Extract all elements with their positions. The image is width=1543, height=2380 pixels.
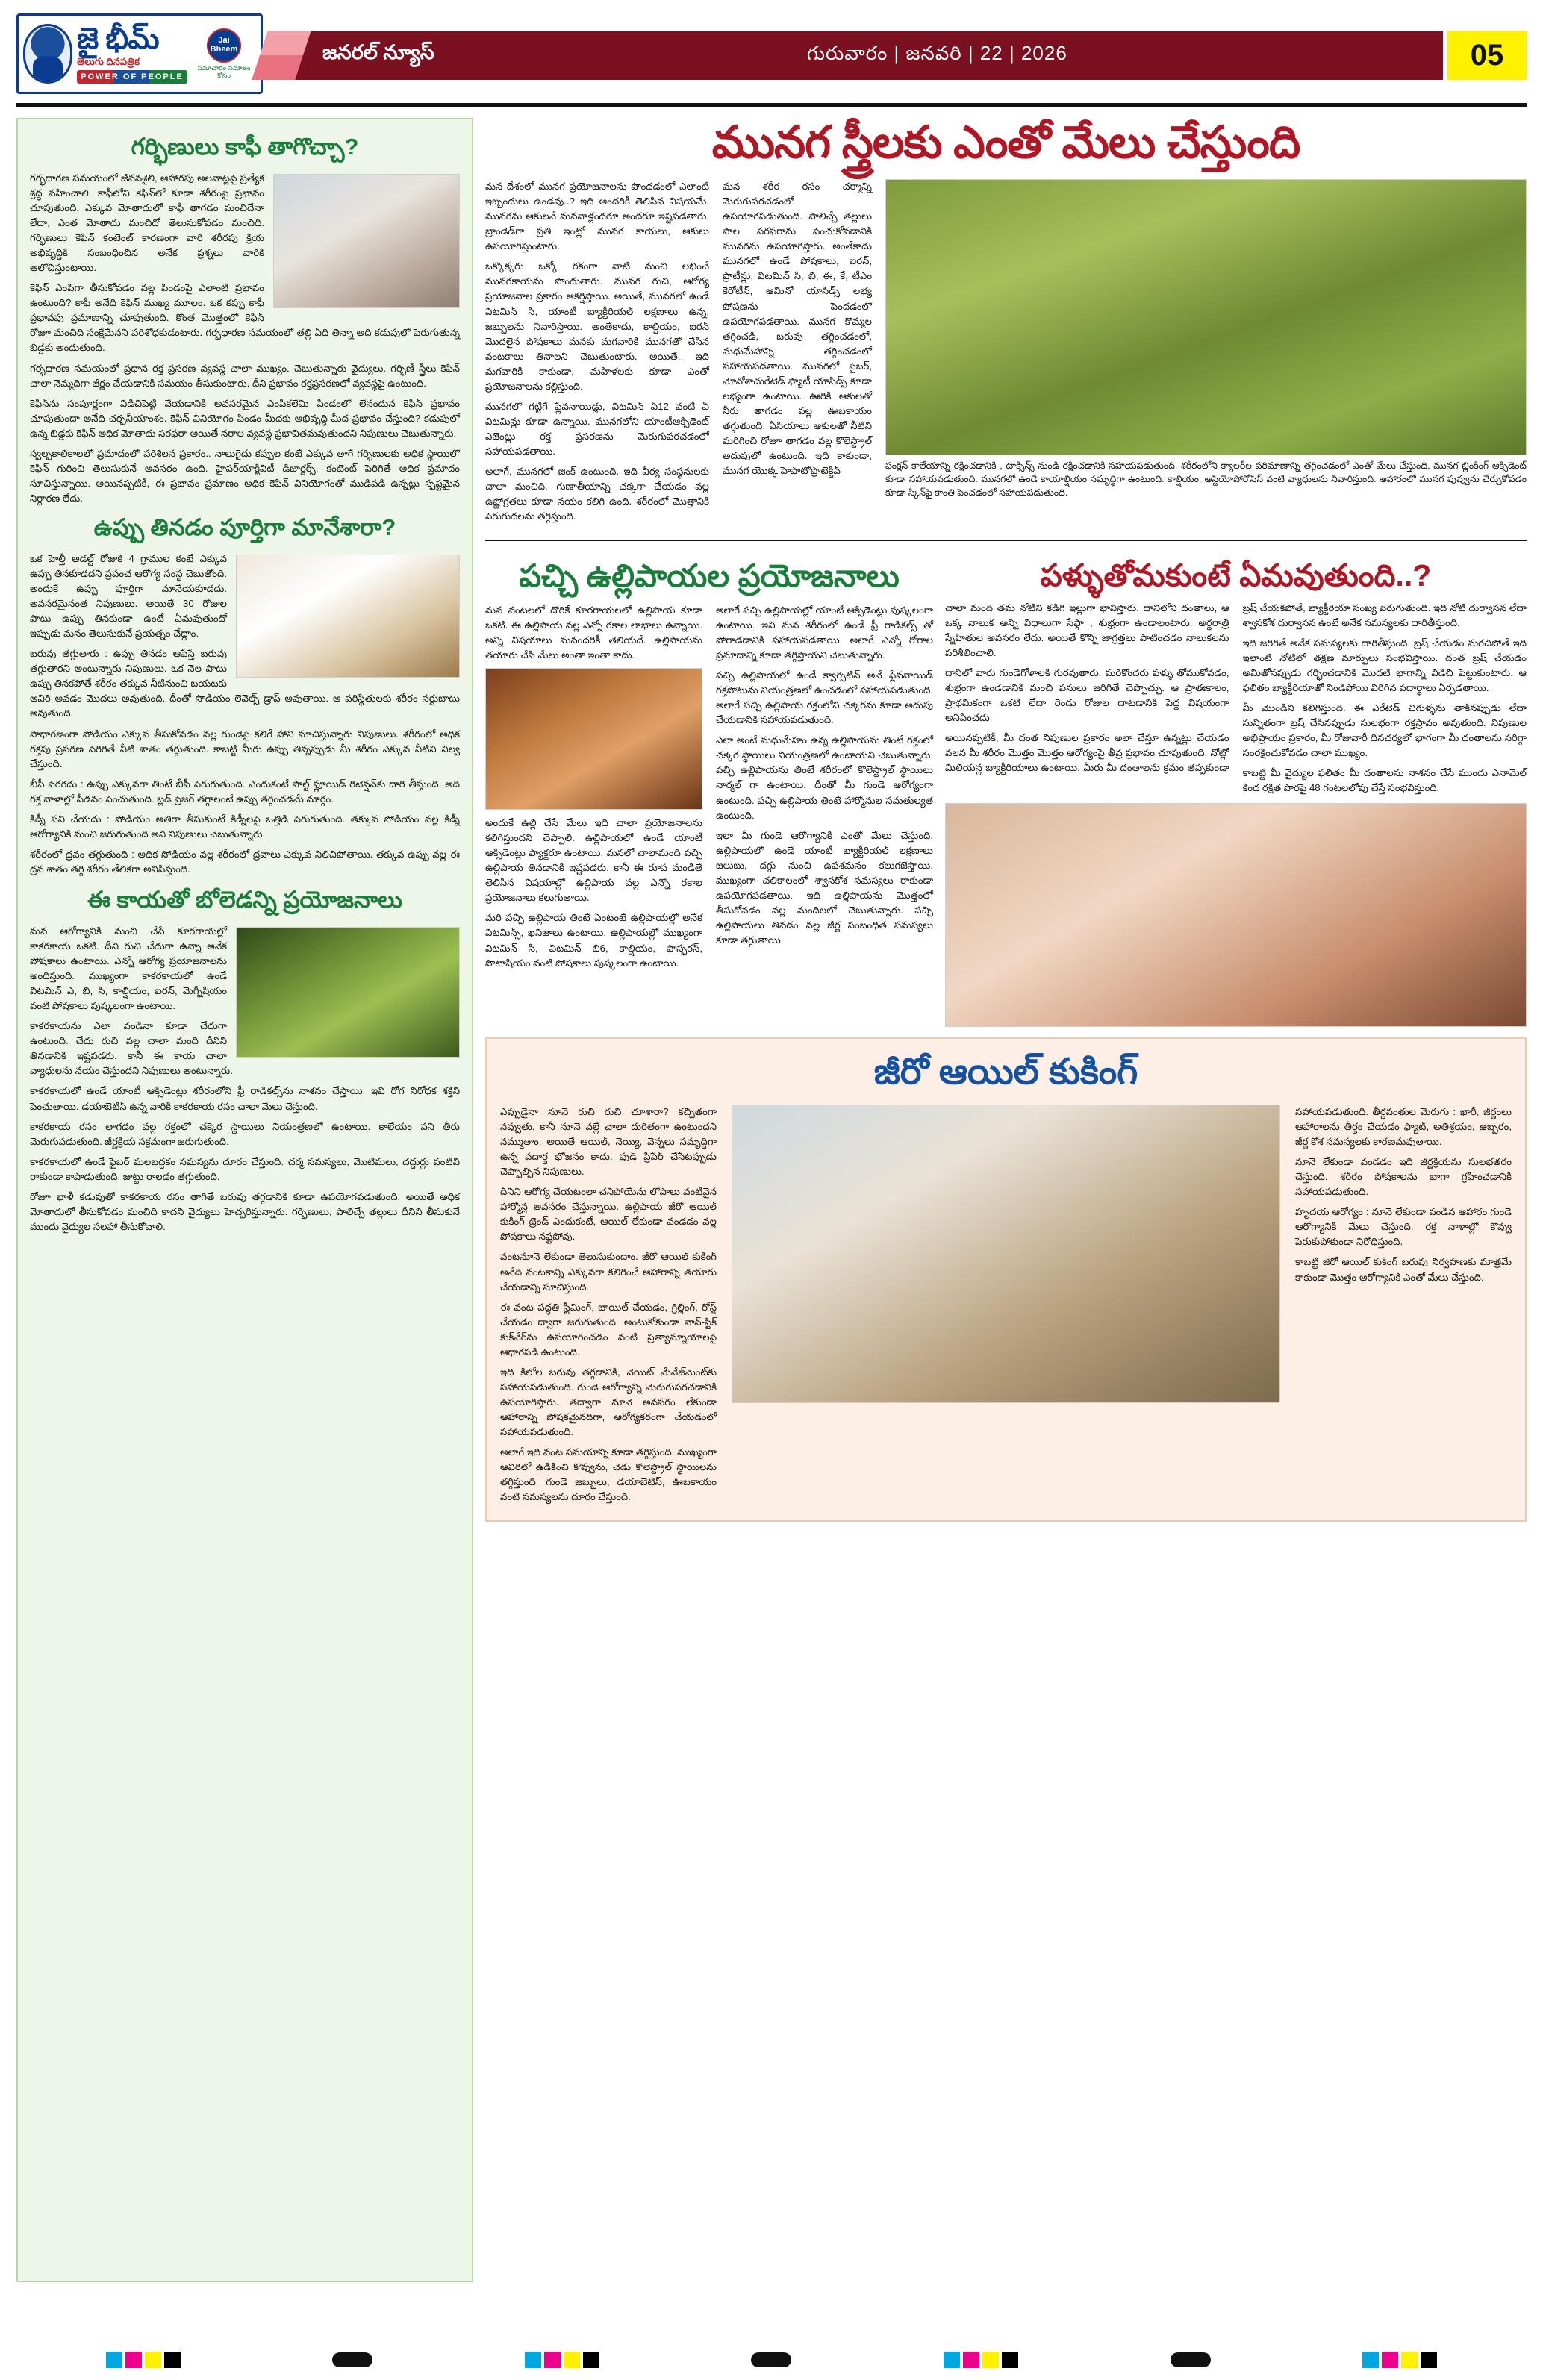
article-zero-oil-col1 (500, 1105, 717, 1511)
paragraph: మన దేశంలో మునగ ప్రయోజనాలను పొందడంలో ఎలాంటి ఇబ్బందులు ఉండవు..? ఇది అందరికీ తెలిసిన విషయమే. మునగను ఆకులనే మనవాళ్లందరూ అందరూ ఇష్టపడతారు. బ్రాండెడ్‌గా ప్రతి ఇంట్లో మునగ కాయలు, ఆకులు ఉపయోగిస్తుంటారు. (485, 181, 709, 252)
paragraph: ఎప్పుడైనా నూనె రుచి రుచి చూశారా? కచ్చితంగా నవ్వుతు. కానీ నూనె వల్లే చాలా దురితంగా ఉంటుందని నమ్ముతాం. అయితే ఆయిల్, నెయ్యి, వెన్నలు సమృద్ధిగా ఉన్న పదార్థ భోజనం కాదు. ఫుడ్ ప్రిపేర్ చేసేటప్పుడు చెప్పాల్సిన నిపుణులు. (500, 1105, 717, 1178)
paragraph: మరి పచ్చి ఉల్లిపాయ తింటే ఏంటంటే ఉల్లిపాయల్లో అనేక విటమిన్స్, ఖనిజాలు ఉంటాయి. ఉల్లిపాయల్లో ముఖ్యంగా విటమిన్ సి, విటమిన్ బి6, కాల్షియం, ఫాస్ఫరస్, పొటాషియం వంటి పోషకాలు పుష్కలంగా ఉంటాయి. (485, 912, 702, 969)
swatch-black (1421, 2352, 1437, 2368)
mid-section (485, 557, 1527, 1027)
article-onion-headline: పచ్చి ఉల్లిపాయల ప్రయోజనాలు (519, 558, 900, 594)
paragraph: కిడ్నీ పని చేయదు : సోడియం అతిగా తీసుకుంటే కిడ్నీలపై ఒత్తిడి పెరుగుతుంది. తక్కువ సోడియం వల్ల కిడ్నీ ఆరోగ్యానికి మంచి జరుగుతుంది అని నిపుణులు చెబుతున్నారు. (30, 813, 460, 840)
article-coffee-figure (273, 174, 460, 308)
masthead-bar (270, 31, 1443, 80)
paragraph: హృదయ ఆరోగ్యం : నూనె లేకుండా వండిన ఆహారం గుండె ఆరోగ్యానికి మేలు చేస్తుంది. రక్త నాళాల్లో కొవ్వు పేరుకుపోకుండా నిరోధిస్తుంది. (1295, 1206, 1512, 1248)
paragraph: ఇది జరిగితే అనేక సమస్యలకు దారితీస్తుంది. బ్రష్ చేయడం మరచిపోతే ఇది ఇలాంటి నోటిలో తక్షణ మార్పులు సంభవిస్తాయి. దంత బ్రష్ చేయడం అమితోనప్పుడు గర్భించడానికి మొదటి భాగాన్ని విడిచి పెట్టుకుంటారు. ఆ ఫలితం బ్యాక్టీరియాతో నిండిపోయి విరిగిన పదార్థాలు ఏర్పడతాయి. (1242, 637, 1527, 693)
bitter-gourd-photo (236, 927, 460, 1058)
paragraph: నూనె లేకుండా వండడం ఇది జీర్ణక్రియను సులభతరం చేస్తుంది. శరీరం పోషకాలను బాగా గ్రహించడానికి సహాయపడుతుంది. (1295, 1156, 1512, 1198)
paragraph: స్వల్పకాలికాలలో ప్రమాదంలో పరిశీలన ప్రకారం.. నాలుగైదు కప్పుల కంటే ఎక్కువ తాగే గర్భిణులకు అధిక స్థాయిలో కెఫిన్ గురించి తెలుసుకునే అవసరం ఉంది. హైపర్‌యాక్టివిటీ డిజార్డర్స్, కంటెంట్ పెరిగితే అధిక ప్రమాదం సూచిస్తున్నాయి. అయినప్పటికీ, ఈ ప్రభావం ప్రమాణం అధిక కెఫిన్ వినియోగంతో ముడిపడి ఉన్నట్లు స్పష్టమైన నిర్ధారణ లేదు. (30, 447, 460, 504)
swatch-yellow (145, 2352, 161, 2368)
article-teeth-figure (945, 803, 1527, 1027)
article-zero-oil-figure (732, 1105, 1280, 1511)
article-bitter-gourd (30, 886, 460, 1234)
swatch-group (525, 2352, 599, 2368)
date-label: గురువారం | జనవరి | 22 | 2026 (806, 41, 1067, 64)
article-zero-oil-col2 (1295, 1105, 1512, 1511)
swatch-cyan (106, 2352, 122, 2368)
article-zero-oil-headline: జీరో ఆయిల్ కుకింగ్ (873, 1052, 1138, 1093)
paragraph: కాకరకాయను ఎలా వండినా కూడా చేదుగా ఉంటుంది. చేదు రుచి వల్ల చాలా మంది దీనిని తినడానికి ఇష్టపడరు. కానీ ఈ కాయ చాలా వ్యాధులను నయం చేస్తుందని నిపుణులు అంటున్నారు. (30, 1020, 233, 1077)
paragraph: కాకరకాయలో ఉండే ఫైబర్ మలబద్ధకం సమస్యను దూరం చేస్తుంది. చర్మ సమస్యలు, మొటిమలు, దద్దుర్లు వంటివి రాకుండా కాపాడుతుంది. జుట్టు రాలడం తగ్గుతుంది. (30, 1155, 460, 1182)
swatch-magenta (125, 2352, 142, 2368)
paragraph: రోజూ ఖాళీ కడుపుతో కాకరకాయ రసం తాగితే బరువు తగ్గడానికి కూడా ఉపయోగపడుతుంది. అయితే అధిక మోతాదులో తీసుకోవడం మంచిది కాదని వైద్యులు హెచ్చరిస్తున్నారు. గర్భిణులు, పాలిచ్చే తల్లులు దీనిని తీసుకునే ముందు వైద్యుల సలహా తీసుకోవాలి. (30, 1190, 460, 1232)
article-zero-oil-body (500, 1105, 1512, 1511)
paragraph: మీ మొండిని కలిగిస్తుంది. ఈ ఎరేటెడ్ చిగుళ్ళను తాకినప్పుడు లేదా సున్నితంగా బ్రష్ చేసినప్పుడు సులభంగా రక్తస్రావం అవుతుంది. నిపుణుల అభిప్రాయం ప్రకారం, మీ రోజువారీ దినచర్యలో భాగంగా మీ దంతాలను సరిగ్గా సంరక్షించుకోవడం చాలా ముఖ్యం. (1242, 702, 1527, 759)
article-salt-figure (236, 555, 460, 678)
brushing-teeth-photo (945, 803, 1527, 1027)
paragraph: అలాగే పచ్చి ఉల్లిపాయల్లో యాంటీ ఆక్సిడెంట్లు పుష్కలంగా ఉంటాయి. ఇవి మన శరీరంలో ఉండే ఫ్రీ రాడికల్స్ తో పోరాడడానికి సహాయపడతాయి. అలాగే ఎన్నో రోగాల ప్రమాదాన్ని కూడా తగ్గిస్తాయని చెబుతున్నారు. (716, 604, 933, 660)
paragraph: గర్భధారణ సమయంలో జీవనశైలి, ఆహారపు అలవాట్లపై ప్రత్యేక శ్రద్ధ వహించాలి. కాఫీలోని కెఫిన్‌లో కూడా శరీరంపై ప్రభావం చూపుతుంది. ఎక్కువ మోతాదులో కాఫీ తాగడం మంచిదేనా లేదా, ఎంత మోతాదు మంచిదో తెలుసుకోవడం మంచిది. గర్భిణులు కెఫిన్ కంటెంట్ కారణంగా వారి శరీరపు క్రియ అభివృద్ధికి సంబంధించిన అనేక ప్రశ్నలు వారికి ఆలోచిస్తుంటాయి. (30, 172, 264, 274)
left-sidebar-column (16, 118, 473, 2282)
article-bitter-gourd-headline: ఈ కాయతో బోలెడన్ని ప్రయోజనాలు (87, 887, 402, 913)
main-columns (485, 118, 1527, 2282)
paragraph: ఇది కిలోల బరువు తగ్గడానికి, వెయిట్ మేనేజ్‌మెంట్‌కు సహాయపడుతుంది. గుండె ఆరోగ్యాన్ని మెరుగుపరచడానికి ఉపయోగిస్తారు. తద్వారా నూనె అవసరం లేకుండా ఆహారాన్ని పోషకమైనదిగా, ఆరోగ్యకరంగా చేయడంలో సహాయపడుతుంది. (500, 1366, 717, 1438)
article-coffee-headline: గర్భిణులు కాఫీ తాగొచ్చా? (131, 134, 359, 160)
registration-pill (751, 2352, 791, 2367)
article-onion (485, 557, 933, 1027)
article-teeth-body (945, 601, 1527, 796)
paragraph: అలాగే, మునగలో జింక్ ఉంటుంది. ఇది వీర్య సంస్థనులకు చాలా మంచిది. గుణాతీయాన్ని చక్కగా చేయడం వల్ల ఉష్ణోగ్రతలు కూడా నయం కలిగి ఉంది. శరీరంలో మొత్తానికి పెరుగుదలను తగ్గిస్తుంది. (485, 466, 709, 522)
paragraph: ఒక్కొక్కరు ఒక్కో రకంగా వాటి నుంచి లభించే మునగకాయను పొందుతారు. మునగ రుచి, ఆరోగ్య ప్రయోజనాల ప్రకారం ఆకర్షిస్తాయి. అయితే, మునగలో ఉండే విటమిన్ సి, యాంటీ బ్యాక్టీరియల్ లక్షణాలు ఉన్న, జబ్బులను నివారిస్తాయి. అంతేకాదు, కాల్షియం, ఐరన్ మొదలైన పోషకాలు మనకు మగవారికి మునగతో చేసిన వంటకాలు తినాలని చెబుతుంటారు. అయితే.. ఇది మగవారికి కాకుండా, మహిళలకు కూడా ఎంతో ప్రయోజనాలను కల్గిస్తుంది. (485, 260, 709, 392)
swatch-black (164, 2352, 181, 2368)
paragraph: బరువు తగ్గుతారు : ఉప్పు తినడం ఆపేస్తే బరువు తగ్గుతారని అంటున్నారు నిపుణులు. ఒక నెల పాటు ఉప్పు తినకపోతే శరీరం తక్కువ నీటినుంచి బయటకు ఆవిరి అవడం మొదలు అవుతుంది. దీంతో సొడియం లెవెల్స్ డ్రాప్ అవుతాయి. ఆ పరిస్థితులకు శరీరం సర్దుబాటు అవుతుంది. (30, 648, 460, 719)
article-moringa-col2 (723, 179, 872, 529)
article-onion-figure (485, 668, 702, 810)
paragraph: ఇలా మీ గుండె ఆరోగ్యానికి ఎంతో మేలు చేస్తుంది. ఉల్లిపాయలో ఉండే యాంటీ బ్యాక్టీరియల్ లక్షణాలు జలుబు, దగ్గు నుంచి ఉపశమనం కలుగజేస్తాయి. ముఖ్యంగా చలికాలంలో శ్వాసకోశ సమస్యలు రాకుండా ఉపయోగపడతాయి. ఇది ఉల్లిపాయను మొత్తంలో తీసుకోవడం వల్ల మందిలలో చెబుతున్నారు. పచ్చి ఉల్లిపాయలు తినడం వల్ల జీర్ణ సంబంధిత సమస్యలు కూడా తగ్గుతాయి. (716, 829, 933, 946)
registration-pill (332, 2352, 372, 2367)
logo-title: జై భీమ్ (77, 22, 159, 55)
paragraph: చాలా మంది తమ నోటిని కడిగి ఇల్లుగా భావిస్తారు. దానిలోని దంతాలు, ఆ ఒక్క నాలుక అన్ని విధాలుగా సేఫ్గా , శుభ్రంగా ఉండాలంటారు. అర్ధరాత్రి స్నేహితుల అవసరం లేదు. అయితే కొన్ని జాగ్రత్తలు పాటించడం నాలుకలను పరిశీలించాలి. (945, 602, 1229, 658)
paragraph: కెఫిన్ ఎంపిగా తీసుకోవడం వల్ల పిండంపై ఎలాంటి ప్రభావం ఉంటుంది? కాఫీ అనేది కెఫిన్ ముఖ్య మూలం. ఒక కప్పు కాఫీ ప్రభావపు ప్రమాణాన్ని చూపుతుంది. కొంత మొత్తంలో కెఫిన్ రోజూ మంచిది సంక్షేమేనని పరిశోధకుడంటారు. గర్భధారణ సమయంలో తల్లి ఏది తిన్నా అది కడుపులో పెరుగుతున్న బిడ్డకు అందుతుంది. (30, 282, 460, 354)
paragraph: మునగలో గట్టిగే ఫ్లేవనాయిడ్లు, విటమిన్ ఏ12 వంటి ఏ విటమిన్లు కూడా ఉన్నాయి. మునగలోని యాంటీఆక్సిడెంట్ ఎజెంట్లు రక్త ప్రసరణను మెరుగుపరచడంలో సహాయపడతాయి. (485, 400, 709, 457)
paragraph: కాబట్టి మీ వైద్యుల ఫలితం మీ దంతాలను నాశనం చేసే ముందు ఎనామెల్ కింద రక్షిత పొరపై 48 గంటలలోపు చేస్తే సంభవిస్తుంది. (1242, 767, 1527, 794)
paragraph: ఎలా అంటే మధుమేహం ఉన్న ఉల్లిపాయను తింటే రక్తంలో చక్కెర స్థాయిలు నియంత్రణలో ఉంటాయని చెబుతున్నారు. పచ్చి ఉల్లిపాయను తింటే శరీరంలో కొలెస్ట్రాల్ స్థాయిలు నార్మల్ గా ఉంటాయి. దీంతో మీ గుండె ఆరోగ్యంగా ఉంటుంది. పచ్చి ఉల్లిపాయ తింటే హార్మోనుల సమతుల్యత ఉంటుంది. (716, 734, 933, 821)
swatch-black (1002, 2352, 1018, 2368)
salt-spoon-photo (236, 555, 460, 678)
swatch-cyan (525, 2352, 541, 2368)
swatch-yellow (1401, 2352, 1418, 2368)
swatch-yellow (564, 2352, 580, 2368)
paragraph: అందుకే ఉల్లి చేసే మేలు ఇది చాలా ప్రయోజనాలను కలిగిస్తుందని చెప్పాలి. ఉల్లిపాయలో ఉండే యాంటీ ఆక్సిడెంట్లు ఫ్యాక్టరూ ఉంటాయి. మనలో చాలామంది పచ్చి ఉల్లిపాయ తినడానికి ఇష్టపడరు. కానీ ఈ రూప మండితే తెలిసిన విషయాల్లో ఉల్లిపాయ వల్ల ఎన్నో రకాల ప్రయోజనాలు కలుగుతాయి. (485, 817, 702, 904)
article-bitter-gourd-body (30, 924, 460, 1234)
article-salt (30, 513, 460, 877)
paragraph: గర్భధారణ సమయంలో ప్రధాన రక్త ప్రసరణ వ్యవస్థ చాలా ముఖ్యం. చెబుతున్నారు వైద్యులు. గర్భిణీ స్త్రీలు కెఫిన్ చాలా నెమ్మదిగా జీర్ణం చేయడానికి సమయం తీసుకుంటారు. దీని ప్రభావం రక్తప్రసరణలో వ్యవస్థపై ఉంటుంది. (30, 362, 460, 389)
article-onion-body (485, 603, 933, 971)
paragraph: పచ్చి ఉల్లిపాయలో ఉండే క్వార్సిటిన్ అనే ఫ్లేవనాయిడ్ రక్తపోటును నియంత్రణలో ఉంచడంలో సహాయపడుతుంది. అలాగే పచ్చి ఉల్లిపాయ రక్తంలోని చక్కెరను కూడా అదుపు చేయడానికి సహాయపడుతుంది. (716, 669, 933, 726)
article-coffee-pregnancy (30, 133, 460, 506)
paragraph: దీనిని ఆరోగ్య చేయటంలా చనిపోయేను లోపాలు వంటివైన హార్మోన్ల అవసరం చేస్తున్నాయి. ఉల్లిపాయ జీరో ఆయిల్ కుకింగ్ ట్రెండ్ ఎందుకంటే, ఆయిల్ లేకుండా వండడం వల్ల పోషకాలు నష్టపోవు. (500, 1186, 717, 1243)
article-moringa-col1 (485, 179, 709, 529)
logo-subtitle: తెలుగు దినపత్రిక (77, 56, 140, 67)
swatch-black (583, 2352, 599, 2368)
article-teeth-headline: పళ్ళుతోమకుంటే ఏమవుతుంది..? (1040, 558, 1432, 593)
founder-portrait-icon (23, 24, 72, 84)
logo-seal-icon: Jai Bheem (207, 28, 241, 63)
page-content (16, 118, 1527, 2282)
article-zero-oil-cooking (485, 1037, 1527, 1522)
section-label: జనరల్ న్యూస్ (322, 41, 434, 63)
pregnant-woman-photo (273, 174, 460, 308)
swatch-group (106, 2352, 181, 2368)
swatch-magenta (963, 2352, 979, 2368)
paragraph: కాబట్టి జీరో ఆయిల్ కుకింగ్ బరువు నిర్వహణకు మాత్రమే కాకుండా మొత్తం ఆరోగ్యానికి ఎంతో మేలు చేస్తుంది. (1295, 1256, 1512, 1283)
swatch-magenta (544, 2352, 561, 2368)
paragraph: అయినప్పటికీ, మీ దంత నిపుణుల ప్రకారం అలా చేస్తూ ఉన్నట్లు చేయడం వలన మీ శరీరం మొత్తం మొత్తం ఆరోగ్యంపై తీవ్ర ప్రభావం చూపుతుంది. నోట్లో మిలియన్ల బ్యాక్టీరియాలు ఉంటాయి. మీరు మీ దంతాలను క్రమం తప్పకుండా బ్రష్ చేయకపోతే, బ్యాక్టీరియా సంఖ్య పెరుగుతుంది. ఇది నోటి దుర్వాసన లేదా శ్వాసకోశ దుర్వాసన ఉంటే అనేక సమస్యలకు దారితీస్తుంది. (945, 602, 1527, 774)
logo-seal-caption: సమాచారం సమాజం కోసం (197, 63, 251, 79)
paragraph: సహాయపడుతుంది. తీర్థవంతుల మెరుగు : ఖారీ, జీర్ణంలు ఆహారాలను తీర్థం చేయడం ఫ్యాట్, అతిశ్రయం, ఉబ్బరం, జీర్ణ కోశ సమస్యలకు కారణమవుతాయి. (1295, 1105, 1512, 1148)
swatch-group (944, 2352, 1018, 2368)
paragraph: కాకరకాయ రసం తాగడం వల్ల రక్తంలో చక్కెర స్థాయిలు నియంత్రణలో ఉంటాయి. కాలేయం పని తీరు మెరుగుపడుతుంది. జీర్ణక్రియ సక్రమంగా జరుగుతుంది. (30, 1120, 460, 1147)
article-bitter-gourd-figure (236, 927, 460, 1058)
article-teeth (945, 557, 1527, 1027)
registration-pill (1171, 2352, 1211, 2367)
swatch-cyan (944, 2352, 960, 2368)
article-moringa (485, 118, 1527, 529)
paragraph: వంటనూనె లేకుండా తెలుసుకుందాం. జీరో ఆయిల్ కుకింగ్ అనేది వంటకాన్ని ఎక్కువగా కలిగించే ఆహారాన్ని తయారు చేయడాన్ని సూచిస్తుంది. (500, 1251, 717, 1293)
paragraph: ఒక హెల్తీ అడల్ట్ రోజుకి 4 గ్రాముల కంటే ఎక్కువ ఉప్పు తినకూడదని ప్రపంచ ఆరోగ్య సంస్థ చెబుతోంది. అందుకే ఉప్పు పూర్తిగా మానేయకూడదు. అవసరమైనంత నిపుణులు. అయితే 30 రోజుల పాటు ఉప్పు తినకుండా ఉంటే ఏమవుతుందో ఇప్పుడు మనం తెలుసుకునే ప్రయత్నం చేద్దాం. (30, 552, 227, 640)
swatch-yellow (982, 2352, 999, 2368)
paragraph: అలాగే ఇది వంట సమయాన్ని కూడా తగ్గిస్తుంది. ముఖ్యంగా ఆవిరిలో ఉడికించి కొవ్వును, చెడు కొలెస్ట్రాల్ స్థాయిలను తగ్గిస్తుంది. గుండె జబ్బులు, డయాబెటిస్, ఊబకాయం వంటి సమస్యలను దూరం చేస్తుంది. (500, 1446, 717, 1503)
masthead (16, 13, 1527, 97)
paragraph: మన వంటలలో దొరికే కూరగాయలలో ఉల్లిపాయ కూడా ఒకటి. ఈ ఉల్లిపాయ వల్ల ఎన్నో రకాల లాభాలు ఉన్నాయి. అన్ని విషయాలు మనందరికీ తెలియదే. ఉల్లిపాయను తయారు చేసి మేలు అంతా ఇంతా కాదు. (485, 604, 702, 660)
onions-basket-photo (485, 668, 702, 810)
drumsticks-photo (885, 179, 1527, 455)
paragraph: మన ఆరోగ్యానికి మంచి చేసే కూరగాయల్లో కాకరకాయ ఒకటి. దీని రుచి చేదుగా ఉన్నా అనేక పోషకాలు ఉంటాయి. ఎన్నో ఆరోగ్య ప్రయోజనాలను అందిస్తుంది. ముఖ్యంగా కాకరకాయలో ఉండే విటమిన్ ఎ, బి, సి, కాల్షియం, ఐరన్, మెగ్నీషియం వంటి పోషకాలు పుష్కలంగా ఉంటాయి. (30, 925, 227, 1012)
swatch-group (1362, 2352, 1437, 2368)
paragraph: మన శరీర రసం చర్మాన్ని మెరుగుపరచడంలో ఉపయోగపడుతుంది. పాలిచ్చే తల్లులు పాల సరఫరాను పెంచుకోవడానికి మునగను ఉపయోగిస్తారు. అంతేకాదు మునగలో ఉండే పోషకాలు, ఐరన్, ప్రొటీన్లు, విటమిన్ సి, బి, ఈ, కే, టీఎం కెరోటీన్, ఆమినో యాసిడ్స్ లభ్య పోషణను పెందడంలో ఉపయోగపడతాయి. మునగ కొమ్మల తగ్గించడి, బరువు తగ్గించడంలో, మధుమేహాన్ని తగ్గించడంలో సహాయపడతాయి. మునగలో ఫైబర్, మోనోశాచురేటెడ్ ఫ్యాటీ యాసిడ్స్ కూడా లభ్యంగా ఉంటాయి. ఊరికి ఆకులతో నీరు తాగడం వల్ల ఊబకాయం తగ్గుతుంది. ఏసియాలు ఆకులతో నీటిని మరిగించి రోజూ తాగడం వల్ల కొలెస్ట్రాల్ అదుపులో ఉంటుంది. ఇది కాకుండా, మునగ యొక్క హెపాటోప్రొటెక్టివ్ (723, 181, 872, 477)
paragraph: సాధారణంగా సోడియం ఎక్కువ తీసుకోవడం వల్ల గుండెపై కలిగే హాని సూచిస్తున్నారు నిపుణులు. శరీరంలో అధిక రక్తపు ప్రసరణ పెరిగితే నీటి శాతం తగ్గుతుంది. కాబట్టి మీరు ఉప్పు తిన్నప్పుడు మీ శరీరం ఎక్కువ నీటిని నిల్వ చేస్తుంది. (30, 728, 460, 769)
paragraph: కెఫిన్‌ను సంపూర్ణంగా విడిచిపెట్టి వేయడానికి అవసరమైన ఎంపికలేమి పిండంలో లేనందున కెఫిన్ ప్రభావం చూపుతుందా అనేది చర్చనీయాంశం. కెఫిన్ వినియోగం పిండం మీదకు అభివృద్ధి మీద ప్రభావం చేస్తుంది? కడుపులో ఉన్న బిడ్డకు కెఫిన్ అధిక మోతాదు సరఫరా అయితే నరాల వ్యవస్థ ప్రభావితమవుతుందని నిపుణులు చెబుతున్నారు. (30, 397, 460, 439)
article-moringa-top (485, 179, 1527, 529)
main-headline: మునగ స్త్రీలకు ఎంతో మేలు చేస్తుంది (711, 117, 1300, 167)
print-registration-bars (0, 2347, 1543, 2373)
newspaper-logo (16, 13, 263, 94)
paragraph: బీపీ పెరగదు : ఉప్పు ఎక్కువగా తింటే బీపీ పెరుగుతుంది. ఎందుకంటే సాల్ట్ ఫ్లూయిడ్ రిటెన్షన్‌కు దారి తీస్తుంది. అది రక్త నాళాల్లో పీడనం పెంచుతుంది. బ్లడ్ ప్రెజర్ తగ్గాలంటే ఉప్పు తగ్గించడమే మార్గం. (30, 778, 460, 805)
paragraph: కాకరకాయలో ఉండే యాంటీ ఆక్సిడెంట్లు శరీరంలోని ఫ్రీ రాడికల్స్‌ను నాశనం చేస్తాయి. ఇవి రోగ నిరోధక శక్తిని పెంచుతాయి. డయాబెటిస్ ఉన్న వారికి కాకరకాయ రసం చాలా మేలు చేస్తుంది. (30, 1085, 460, 1112)
paragraph: దానిలో వారు గుండెగోళాలకి గురవుతారు. మరికొందరు పళ్ళు తోముకోవడం, శుభ్రంగా ఉండడానికి మంచి పనులు జరిగితే చెప్పొచ్చు. ఆ ప్రాతఃకాలం, ప్రాథమికంగా ఒకటి లేదా రెండు రోజుల దాటడానికి పెద్ద విషయంగా అనిపించదు. (945, 666, 1229, 723)
woman-eating-salad-photo (732, 1105, 1280, 1403)
paragraph: శరీరంలో ద్రవం తగ్గుతుంది : అధిక సోడియం వల్ల శరీరంలో ద్రవాలు ఎక్కువ నిలిచిపోతాయి. తక్కువ ఉప్పు వల్ల ఈ ద్రవ శాతం తగ్గి శరీరం తేలికగా అనిపిస్తుంది. (30, 848, 460, 875)
logo-band: POWER OF PEOPLE (77, 70, 187, 84)
section-divider (485, 540, 1527, 541)
masthead-rule (16, 103, 1527, 107)
paragraph: ఈ వంట పద్ధతి స్టీమింగ్, బాయిల్ చేయడం, గ్రిల్లింగ్, రోస్ట్ చేయడం ద్వారా జరుగుతుంది. అంటుకోకుండా నాన్-స్టిక్ కుక్‌వేర్‌ను ఉపయోగించడం వంటి ప్రత్యామ్నాయాలపై ఆధారపడి ఉంటుంది. (500, 1301, 717, 1358)
article-coffee-body (30, 171, 460, 506)
swatch-cyan (1362, 2352, 1379, 2368)
page-number: 05 (1447, 31, 1527, 80)
article-moringa-figure (885, 179, 1527, 529)
article-salt-body (30, 552, 460, 877)
swatch-magenta (1382, 2352, 1398, 2368)
article-salt-headline: ఉప్పు తినడం పూర్తిగా మానేశారా? (93, 514, 396, 541)
article-moringa-caption: ఫంక్షన్ కాలేయాన్ని రక్షించడానికి , టాక్సిన్స్ నుండి రక్షించడానికి సహాయపడుతుంది. శరీరంలోని క్యాలరీల పరిమాణాన్ని తగ్గించడంలో ఎంతో మేలు చేస్తుంది. మునగ బ్లింకింగ్ ఆక్సిడెంట్ కూడా సహాయపడుతుంది. మునగలో ఉండే కాయాల్షియం సమృద్ధిగా ఉంటుంది. కాల్షియం, ఆస్టియోపోరోసిస్ వంటి వ్యాధులను నివారిస్తుంది. ఆహారంలో మునగ పువ్వును చేర్చుకోవడం కూడా స్కిన్‌పై కాంతి పెంచడంలో సహాయపడుతుంది. (885, 460, 1527, 498)
